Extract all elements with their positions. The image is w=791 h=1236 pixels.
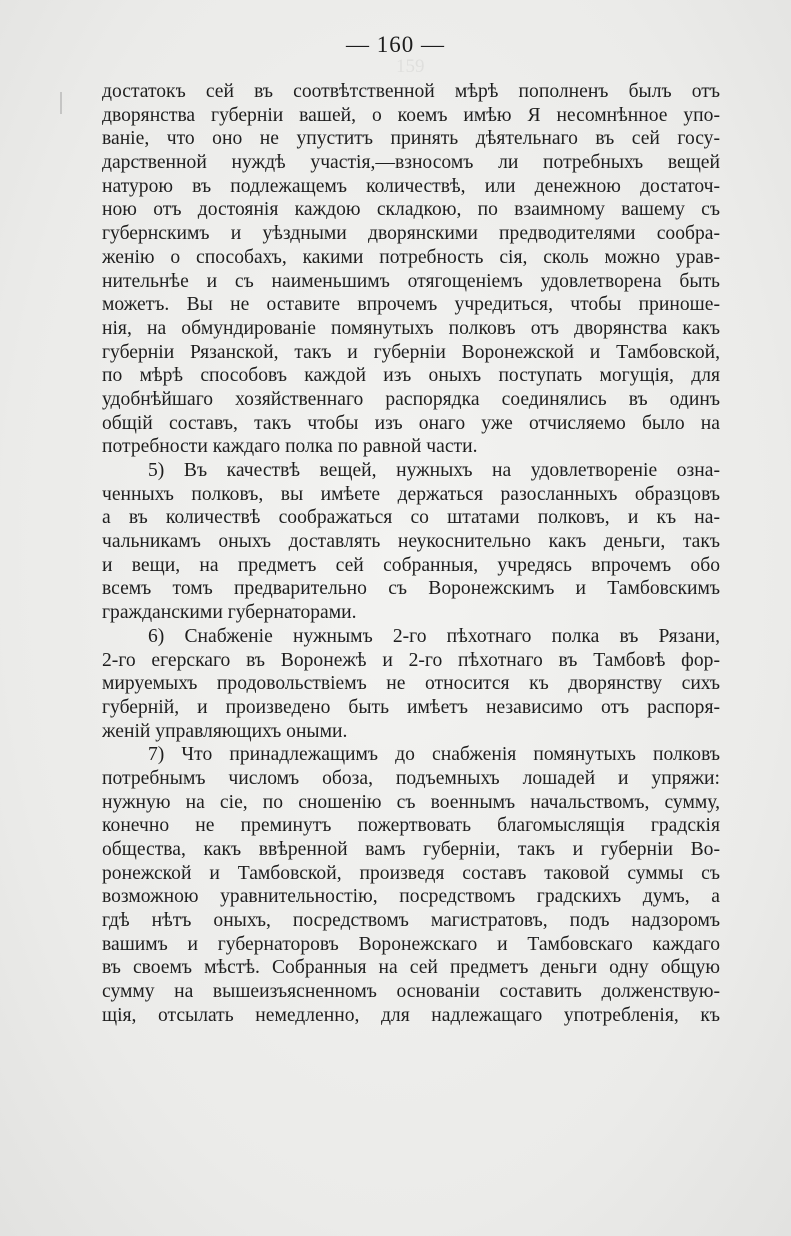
text-body	[102, 80, 720, 1028]
text-line: дарственной нуждѣ участія,—взносомъ ли потребныхъ вещей	[102, 152, 720, 174]
paragraph	[102, 625, 720, 743]
text-line: ронежской и Тамбовской, произведя составъ таковой суммы съ	[102, 862, 720, 884]
text-line: женію о способахъ, какими потребность сія, сколь можно урав-	[102, 246, 720, 268]
text-line: гдѣ нѣтъ оныхъ, посредствомъ магистратовъ, подъ надзоромъ	[102, 910, 720, 932]
text-line: женій управляющихъ оными.	[102, 720, 348, 742]
paragraph	[102, 459, 720, 625]
text-line: всемъ томъ предварительно съ Воронежскимъ и Тамбовскимъ	[102, 578, 720, 600]
text-line: въ своемъ мѣстѣ. Собранныя на сей предметъ деньги одну общую	[102, 957, 720, 979]
text-line: щія, отсылать немедленно, для надлежащаго употребленія, къ	[102, 1004, 720, 1026]
text-line: 5) Въ качествѣ вещей, нужныхъ на удовлетвореніе озна-	[148, 460, 720, 481]
paragraph	[102, 80, 720, 459]
text-line: можетъ. Вы не оставите впрочемъ учредиться, чтобы приноше-	[102, 294, 720, 316]
text-line: ваніе, что оно не упуститъ принять дѣятельнаго въ сей госу-	[102, 128, 720, 150]
text-line: по мѣрѣ способовъ каждой изъ оныхъ поступать могущія, для	[102, 365, 720, 387]
text-line: удобнѣйшаго хозяйственнаго распорядка соединялись въ одинъ	[102, 388, 720, 410]
text-line: дворянства губерніи вашей, о коемъ имѣю Я несомнѣнное упо-	[102, 104, 720, 126]
text-line: а въ количествѣ соображаться со штатами полковъ, и къ на-	[102, 507, 720, 529]
text-line: губернскимъ и уѣздными дворянскими предводителями сообра-	[102, 223, 720, 245]
text-line: гражданскими губернаторами.	[102, 602, 357, 624]
text-line: вашимъ и губернаторовъ Воронежскаго и Тамбовскаго каждаго	[102, 933, 720, 955]
text-line: конечно не преминутъ пожертвовать благомыслящія градскія	[102, 815, 720, 837]
text-line: потребнымъ числомъ обоза, подъемныхъ лошадей и упряжи:	[102, 767, 720, 789]
text-line: общій составъ, такъ чтобы изъ онаго уже отчисляемо было на	[102, 412, 720, 434]
paragraph	[102, 743, 720, 1027]
text-line: 2-го егерскаго въ Воронежѣ и 2-го пѣхотнаго въ Тамбовѣ фор-	[102, 649, 720, 671]
text-line: губерніи Рязанской, такъ и губерніи Воронежской и Тамбовской,	[102, 341, 720, 363]
text-line: натурою въ подлежащемъ количествѣ, или денежною достаточ-	[102, 175, 720, 197]
text-line: ченныхъ полковъ, вы имѣете держаться разосланныхъ образцовъ	[102, 483, 720, 505]
text-line: чальникамъ оныхъ доставлять неукоснительно какъ деньги, такъ	[102, 531, 720, 553]
show-through: 159	[396, 56, 425, 77]
text-line: общества, какъ ввѣренной вамъ губерніи, такъ и губерніи Во-	[102, 839, 720, 860]
text-line: возможною уравнительностію, посредствомъ градскихъ думъ, а	[102, 886, 720, 908]
text-line: мируемыхъ продовольствіемъ не относится къ дворянству сихъ	[102, 673, 720, 695]
text-line: ною отъ достоянія каждою складкою, по взаимному вашему съ	[102, 199, 720, 221]
page-edge-mark	[60, 92, 62, 114]
text-line: нія, на обмундированіе помянутыхъ полковъ отъ дворянства какъ	[102, 317, 720, 339]
text-line: губерній, и произведено быть имѣетъ независимо отъ распоря-	[102, 696, 720, 718]
text-line: 7) Что принадлежащимъ до снабженія помянутыхъ полковъ	[148, 744, 720, 766]
text-line: нительнѣе и съ наименьшимъ отягощеніемъ удовлетворена быть	[102, 270, 720, 292]
page-number: — 160 —	[346, 32, 445, 57]
text-line: 6) Снабженіе нужнымъ 2-го пѣхотнаго полка въ Рязани,	[148, 625, 720, 647]
text-line: достатокъ сей въ соотвѣтственной мѣрѣ пополненъ былъ отъ	[102, 81, 720, 102]
text-line: нужную на сіе, по сношенію съ военнымъ начальствомъ, сумму,	[102, 791, 720, 813]
text-line: сумму на вышеизъясненномъ основаніи составить долженствую-	[102, 981, 720, 1003]
text-line: и вещи, на предметъ сей собранныя, учредясь впрочемъ обо	[102, 554, 720, 576]
text-line: потребности каждаго полка по равной части.	[102, 436, 478, 458]
